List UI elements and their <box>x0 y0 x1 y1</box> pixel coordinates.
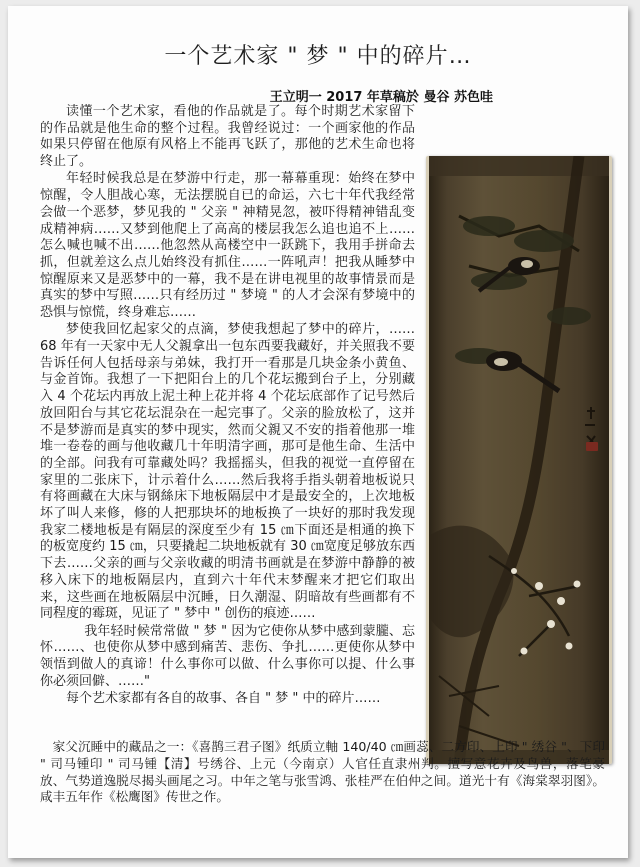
seal-stamp <box>586 442 598 451</box>
paragraph-3: 梦使我回忆起家父的点滴，梦使我想起了梦中的碎片，……68 年有一天家中无人父親拿出一包东西要我藏好，并关照我不要告诉任何人包括母亲与弟妹，我打开一看那是几块金条小黄鱼、与金首饰。我想了一下把阳台上的几个花坛搬到台子上，分别藏入 4 个花坛内再放上泥土种上花并将 4 个花坛底部作了记号然后放回阳台与其它花坛混杂在一起完事了。父亲的脸放松了，这并不是梦游而是真实的梦中现实，然而父親又不安的指着他那一堆堆一卷卷的画与他收藏几十年明清字画，那可是他生命、生活中的全部。问我有可靠藏处吗？我摇摇头，但我的视觉一直停留在家里的二张床下，计示着什么……然后我将手指头朝着地板说只有将画藏在大床与钢絲床下地板隔层中才是最安全的，上次地板坏了叫人来修，修的人把那块坏的地板换了一块好的那时我发现我家二楼地板是有隔层的深度至少有 15 ㎝下面还是相通的换下的板宽度约 15 ㎝，只要撬起二块地板就有 30 ㎝宽度足够放东西下去……父亲的画与父亲收藏的明清书画就是在梦游中静静的被移入床下的地板隔层内，直到六十年代末梦醒来才把它们取出来，这些画在地板隔层中沉睡，日久潮湿、阴暗故有些画都有不同程度的霉斑，见证了 " 梦中 " 创伤的痕迹…… <box>40 322 415 622</box>
painting-caption: 家父沉睡中的藏品之一：《喜鹊三君子图》纸质立軸 140/40 ㎝画蕊、二方印、上印 " 绣谷 "、下印 " 司马锺印 " 司马锺【清】号绣谷、上元（今南京）人官任直隶州判。擅写意花卉及鸟兽，落笔豪放、气势道逸脱尽揭头画尾之习。中年之笔与张雪鸿、张桂严在伯仲之间。道光十有《海棠翠羽图》。咸丰五年作《松鹰图》传世之作。 <box>40 739 605 805</box>
author-byline: 王立明一 2017 年草稿於 曼谷 苏色哇 <box>269 90 493 105</box>
paragraph-1: 读懂一个艺术家，看他的作品就是了。每个时期艺术家留下的作品就是他生命的整个过程。我曾经说过：一个画家他的作品如果只停留在他原有风格上不能再飞跃了，那他的艺术生命也将终止了。 <box>40 104 415 170</box>
scroll-painting-image <box>426 156 612 764</box>
document-page <box>8 6 628 858</box>
paragraph-5: 每个艺术家都有各自的故事、各自 " 梦 " 中的碎片…… <box>66 690 381 706</box>
paragraph-2: 年轻时候我总是在梦游中行走，那一幕幕重现：始终在梦中惊醒，令人胆战心寒，无法摆脱自已的命运，六七十年代我经常会做一个恶梦，梦见我的 " 父亲 " 神精晃忽，被吓得精神错乱变成精神病……又梦到他爬上了高高的楼层我怎么追也追不上……怎么喊也喊不出……他忽然从高楼空中一跃跳下，我用手拼命去抓，但就差这么点儿始终没有抓住……一阵吼声！把我从睡梦中惊醒原来又是恶梦中的一幕，我不是在讲电视里的故事情景而是真实的梦中写照……只有经历过 " 梦境 " 的人才会深有梦境中的恐惧与惊慌，终身难忘…… <box>40 171 415 321</box>
painting-illustration <box>429 156 609 764</box>
page-title: 一个艺术家 " 梦 " 中的碎片… <box>164 44 472 69</box>
paragraph-4: 我年轻时候常常做 " 梦 " 因为它使你从梦中感到蒙朧、忘怀……、也使你从梦中感到痛苦、悲伤、争扎……更使你从梦中领悟到做人的真谛！什么事你可以做、什么事你可以提、什么事你必须回僻、……" <box>40 623 415 689</box>
